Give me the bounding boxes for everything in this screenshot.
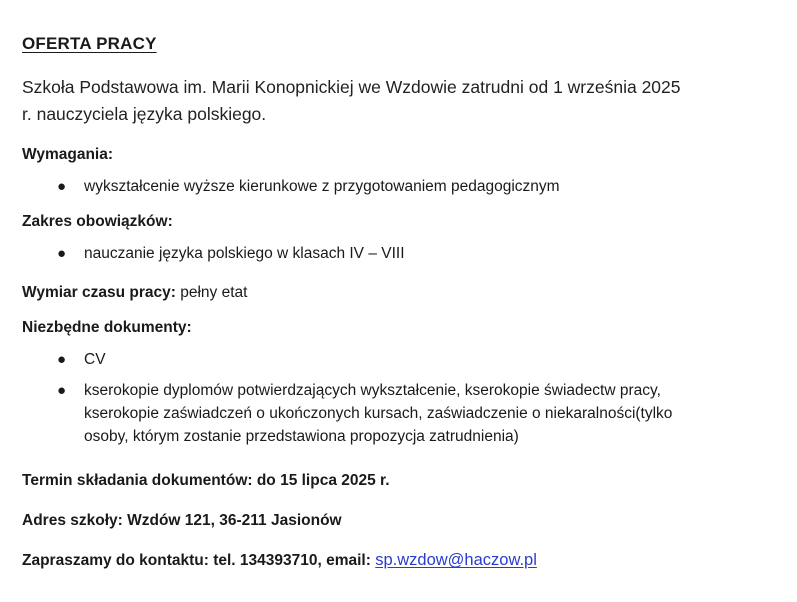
page-title: OFERTA PRACY bbox=[22, 34, 157, 53]
document-text-line: kserokopie zaświadczeń o ukończonych kursach, zaświadczenie o niekaralności(tylko bbox=[84, 405, 673, 422]
deadline-line: Termin składania dokumentów: do 15 lipca 2025 r. bbox=[22, 472, 390, 489]
working-time-line bbox=[22, 284, 247, 302]
bullet-icon: ● bbox=[57, 351, 67, 368]
document-text bbox=[84, 379, 774, 448]
requirements-heading: Wymagania: bbox=[22, 146, 114, 163]
documents-heading: Niezbędne dokumenty: bbox=[22, 319, 192, 336]
document-text-line: kserokopie dyplomów potwierdzających wykształcenie, kserokopie świadectw pracy, bbox=[84, 382, 661, 399]
intro-line-1: Szkoła Podstawowa im. Marii Konopnickiej we Wzdowie zatrudni od 1 września 2025 bbox=[22, 77, 681, 97]
document-text-line: osoby, którym zostanie przedstawiona propozycja zatrudnienia) bbox=[84, 428, 519, 445]
requirement-text: wykształcenie wyższe kierunkowe z przygotowaniem pedagogicznym bbox=[84, 178, 560, 195]
working-time-label: Wymiar czasu pracy: bbox=[22, 284, 176, 301]
bullet-icon: ● bbox=[57, 178, 67, 195]
intro-paragraph bbox=[22, 74, 782, 128]
document-text: CV bbox=[84, 351, 106, 368]
bullet-icon: ● bbox=[57, 245, 67, 262]
address-line: Adres szkoły: Wzdów 121, 36-211 Jasionów bbox=[22, 512, 342, 529]
email-link[interactable]: sp.wzdow@haczow.pl bbox=[375, 551, 537, 569]
contact-label: Zapraszamy do kontaktu: tel. 134393710, email: bbox=[22, 552, 376, 569]
bullet-icon: ● bbox=[57, 382, 67, 399]
intro-line-2: r. nauczyciela języka polskiego. bbox=[22, 104, 267, 124]
duties-heading: Zakres obowiązków: bbox=[22, 213, 173, 230]
contact-line bbox=[22, 551, 537, 570]
duty-text: nauczanie języka polskiego w klasach IV – VIII bbox=[84, 245, 405, 262]
working-time-value: pełny etat bbox=[175, 284, 248, 301]
